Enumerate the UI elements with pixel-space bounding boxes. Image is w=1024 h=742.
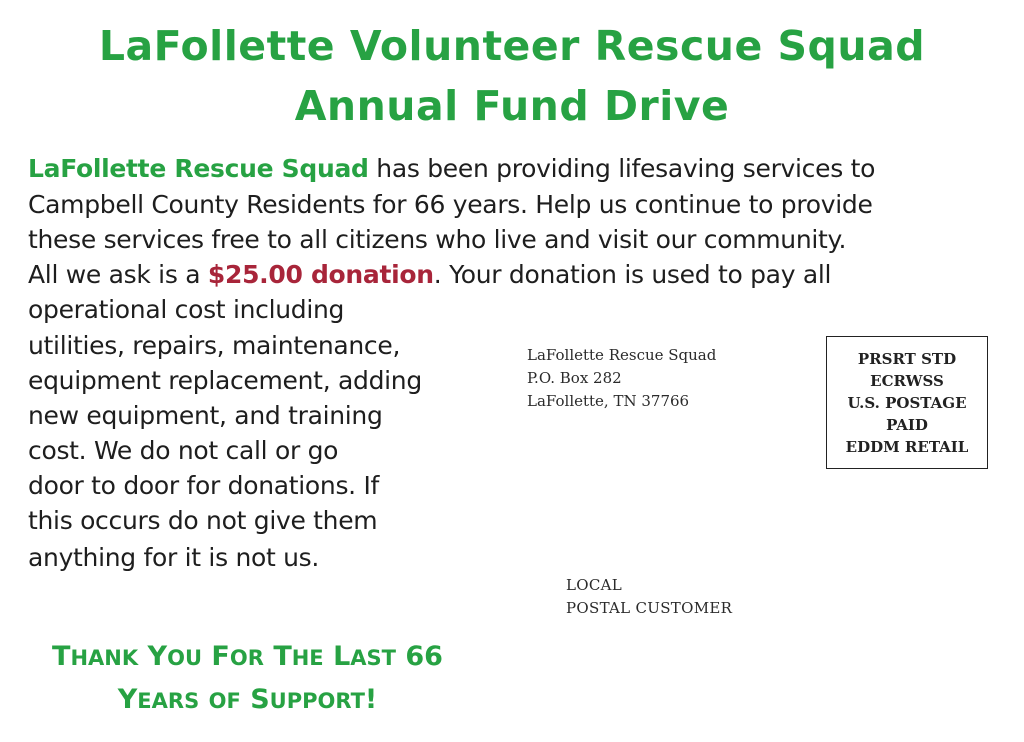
return-address-name: LaFollette Rescue Squad: [527, 346, 717, 364]
body-line-10: door to door for donations. If: [28, 471, 380, 500]
body-line-8: new equipment, and training: [28, 401, 383, 430]
thanks-word: FOR: [211, 641, 264, 672]
org-name: LaFollette Rescue Squad: [28, 154, 369, 183]
return-address-city: LaFollette, TN 37766: [527, 392, 690, 410]
thanks-word: 66: [405, 641, 443, 672]
body-line-4-rest: . Your donation is used to pay all: [433, 260, 832, 289]
thank-you-line-1: [0, 637, 495, 678]
body-line-5: operational cost including: [28, 295, 345, 324]
body-line-9: cost. We do not call or go: [28, 436, 339, 465]
indicia-line-3: U.S. POSTAGE: [847, 393, 967, 412]
thanks-word: THE: [273, 641, 324, 672]
thanks-word: OF: [208, 689, 241, 713]
thanks-word: YEARS: [117, 684, 200, 715]
body-line-12: anything for it is not us.: [28, 543, 320, 572]
body-line-6: utilities, repairs, maintenance,: [28, 331, 401, 360]
body-line-11: this occurs do not give them: [28, 506, 378, 535]
body-line-1: [28, 152, 875, 186]
indicia-line-5: EDDM RETAIL: [845, 437, 969, 456]
title-line-2: Annual Fund Drive: [294, 82, 730, 130]
title-line-1: LaFollette Volunteer Rescue Squad: [98, 22, 926, 70]
body-line-7: equipment replacement, adding: [28, 366, 422, 395]
thank-you-line-2: [0, 680, 495, 721]
indicia-line-1: PRSRT STD: [857, 349, 957, 368]
body-line-4: [28, 258, 831, 292]
thanks-word: YOU: [147, 641, 203, 672]
indicia-line-4: PAID: [886, 415, 928, 434]
thanks-word: LAST: [333, 641, 396, 672]
thanks-word: SUPPORT!: [250, 684, 378, 715]
body-line-4-start: All we ask is a: [28, 260, 208, 289]
recipient-line-1: LOCAL: [566, 576, 623, 594]
return-address-street: P.O. Box 282: [527, 369, 622, 387]
thanks-word: THANK: [52, 641, 139, 672]
body-line-3: these services free to all citizens who live and visit our community.: [28, 225, 847, 254]
donation-amount: $25.00 donation: [207, 260, 434, 289]
postage-indicia: [826, 336, 988, 469]
body-line-1-rest: has been providing lifesaving services to: [368, 154, 876, 183]
body-line-2: Campbell County Residents for 66 years. Help us continue to provide: [28, 190, 873, 219]
indicia-line-2: ECRWSS: [870, 371, 944, 390]
recipient-line-2: POSTAL CUSTOMER: [566, 599, 733, 617]
